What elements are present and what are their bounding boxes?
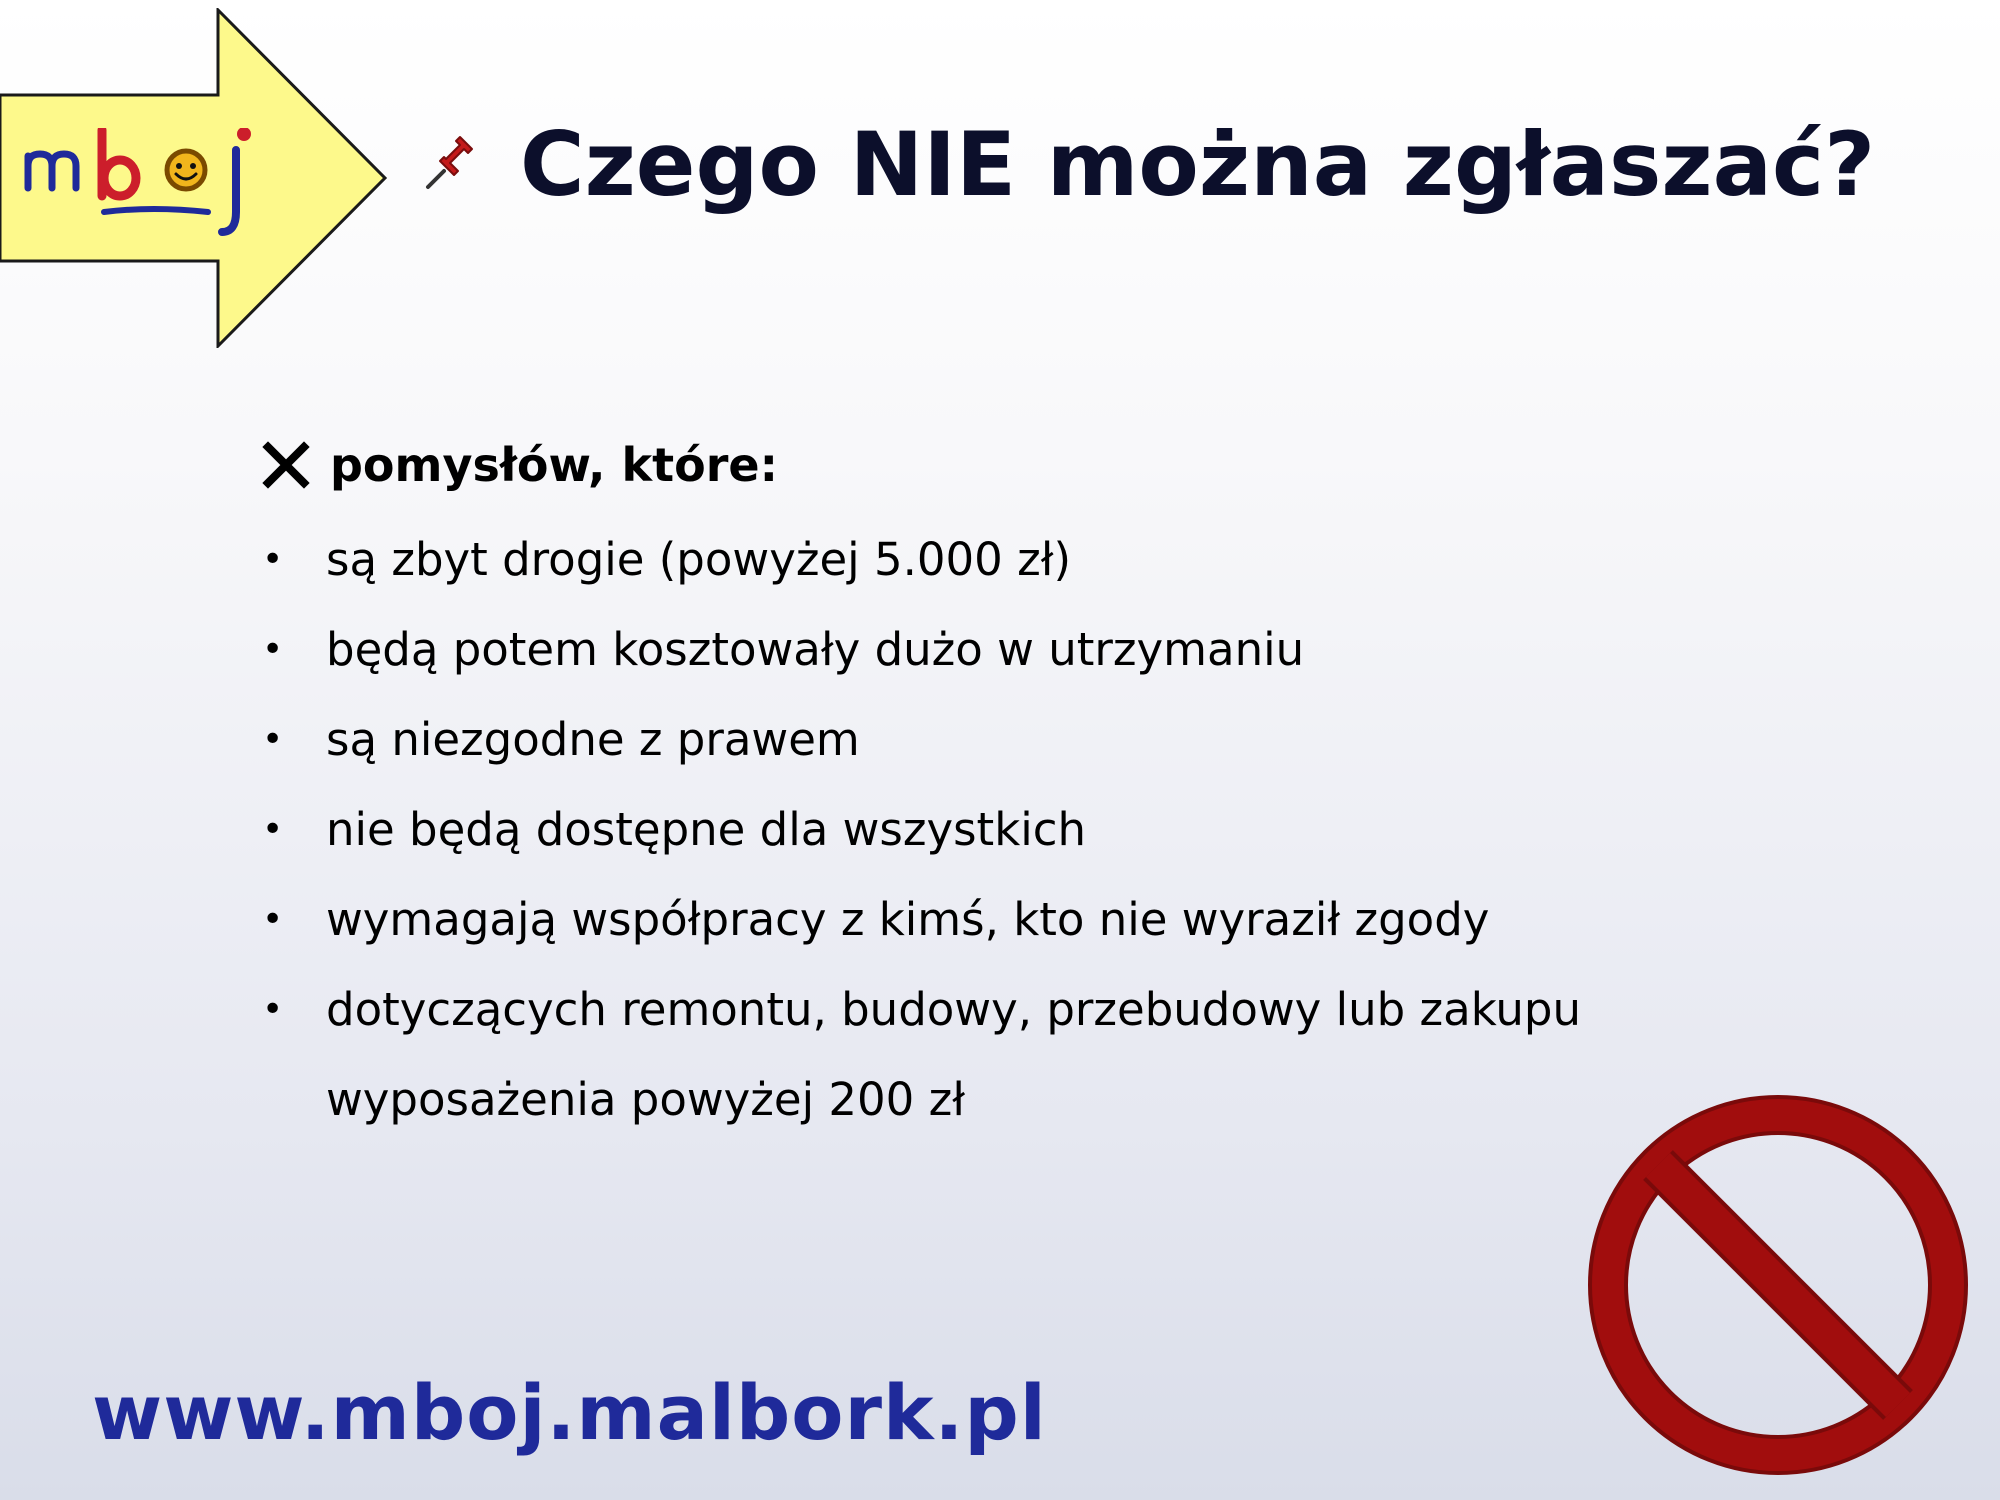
page-title: Czego NIE można zgłaszać? [520,113,1876,216]
list-item-text: wymagają współpracy z kimś, kto nie wyraził zgody [326,893,1490,946]
list-item-text: będą potem kosztowały dużo w utrzymaniu [326,623,1305,676]
list-item [262,515,1762,605]
list-item [262,605,1762,695]
x-icon [262,441,310,489]
list-item-text: nie będą dostępne dla wszystkich [326,803,1087,856]
pushpin-icon [420,135,480,195]
list-item [262,785,1762,875]
bullet: • [262,809,284,850]
list-item-text: dotyczących remontu, budowy, przebudowy lub zakupu [326,983,1581,1036]
bullet: • [262,629,284,670]
bullet: • [262,719,284,760]
rules-list [262,515,1762,1145]
smiley-icon [167,151,205,189]
bullet: • [262,989,284,1030]
list-item-text: są niezgodne z prawem [326,713,860,766]
list-item [262,965,1762,1145]
prohibited-icon [1588,1095,1968,1475]
section-heading [262,425,1762,505]
list-item-text-continued: wyposażenia powyżej 200 zł [326,1073,966,1126]
content-section [262,425,1762,1145]
website-url: www.mboj.malbork.pl [92,1368,1047,1457]
bullet: • [262,899,284,940]
list-item [262,875,1762,965]
bullet: • [262,539,284,580]
list-item-text: są zbyt drogie (powyżej 5.000 zł) [326,533,1072,586]
section-heading-text: pomysłów, które: [330,438,779,492]
list-item [262,695,1762,785]
mboj-logo [22,128,262,238]
